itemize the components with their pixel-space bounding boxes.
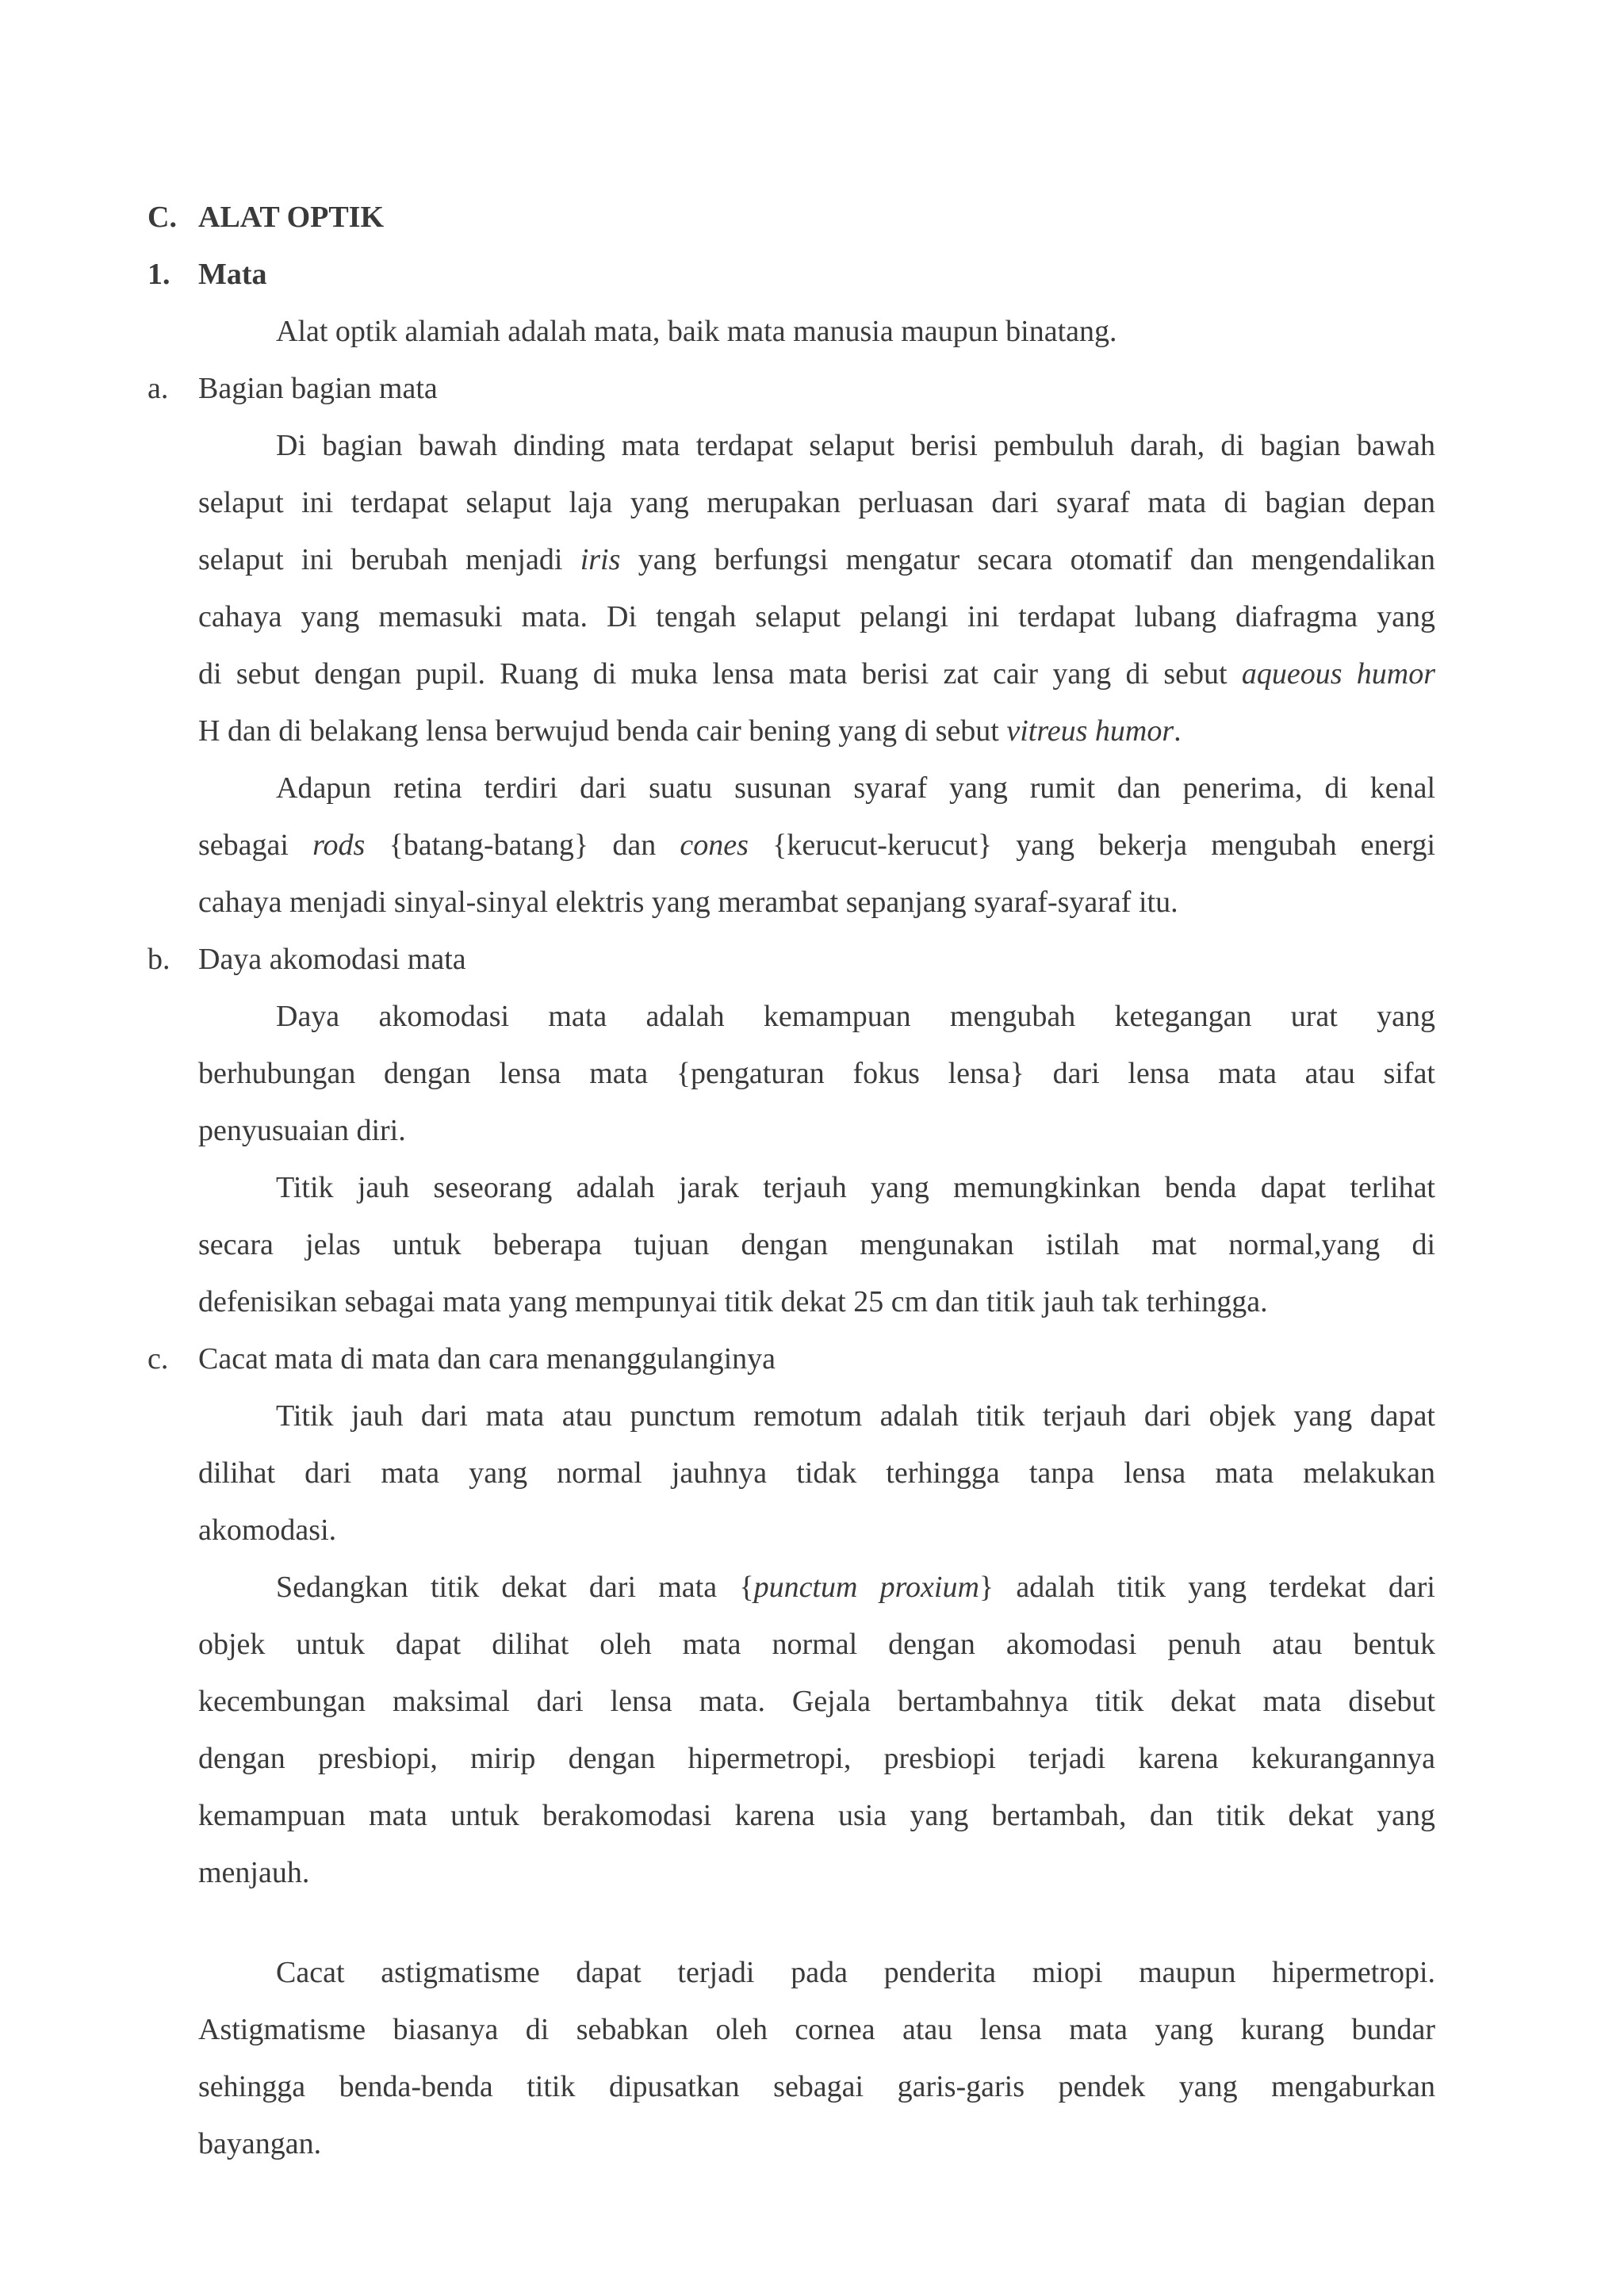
italic-term-aqueous-humor: aqueous humor [1241, 657, 1435, 691]
text-span: H dan di belakang lensa berwujud benda cair bening yang di sebut [198, 714, 1007, 748]
paragraph-line [198, 539, 1435, 580]
paragraph-line [198, 825, 1435, 866]
paragraph-line [198, 653, 1435, 695]
paragraph-line: cahaya menjadi sinyal-sinyal elektris yang merambat sepanjang syaraf-syaraf itu. [198, 886, 1178, 919]
paragraph-line: dilihat dari mata yang normal jauhnya tidak terhingga tanpa lensa mata melakukan [198, 1456, 1435, 1490]
paragraph-line: berhubungan dengan lensa mata {pengaturan fokus lensa} dari lensa mata atau sifat [198, 1057, 1435, 1090]
paragraph-line: objek untuk dapat dilihat oleh mata normal dengan akomodasi penuh atau bentuk [198, 1628, 1435, 1661]
text-span: Sedangkan titik dekat dari mata { [276, 1571, 754, 1604]
italic-term-vitreus-humor: vitreus humor [1006, 714, 1174, 748]
paragraph-line: Cacat astigmatisme dapat terjadi pada penderita miopi maupun hipermetropi. [276, 1956, 1435, 1989]
paragraph-line: penyusuaian diri. [198, 1114, 406, 1147]
paragraph-line: Astigmatisme biasanya di sebabkan oleh cornea atau lensa mata yang kurang bundar [198, 2013, 1435, 2046]
text-span: di sebut dengan pupil. Ruang di muka lensa mata berisi zat cair yang di sebut [198, 657, 1242, 691]
paragraph-line: Titik jauh seseorang adalah jarak terjauh yang memungkinkan benda dapat terlihat [276, 1171, 1435, 1204]
subsection-title: Mata [198, 258, 267, 291]
paragraph-line: akomodasi. [198, 1513, 337, 1547]
text-span: sebagai [198, 828, 313, 862]
text-span: } adalah titik yang terdekat dari [979, 1571, 1435, 1604]
section-title: ALAT OPTIK [198, 201, 385, 234]
part-c-marker: c. [147, 1342, 169, 1376]
paragraph-line: selaput ini terdapat selaput laja yang merupakan perluasan dari syaraf mata di bagian depan [198, 486, 1435, 519]
paragraph-line [198, 710, 1182, 752]
paragraph-line: kecembungan maksimal dari lensa mata. Gejala bertambahnya titik dekat mata disebut [198, 1685, 1435, 1718]
paragraph-line: defenisikan sebagai mata yang mempunyai titik dekat 25 cm dan titik jauh tak terhingga. [198, 1285, 1268, 1318]
text-span: {kerucut-kerucut} yang bekerja mengubah energi [748, 828, 1435, 862]
italic-term-iris: iris [580, 543, 621, 576]
part-a-title: Bagian bagian mata [198, 372, 438, 405]
paragraph-line: Adapun retina terdiri dari suatu susunan syaraf yang rumit dan penerima, di kenal [276, 771, 1435, 805]
paragraph-line: Titik jauh dari mata atau punctum remotum adalah titik terjauh dari objek yang dapat [276, 1399, 1435, 1433]
paragraph-line: Daya akomodasi mata adalah kemampuan mengubah ketegangan urat yang [276, 1000, 1435, 1033]
part-b-marker: b. [147, 943, 170, 976]
paragraph-line: secara jelas untuk beberapa tujuan dengan mengunakan istilah mat normal,yang di [198, 1228, 1435, 1261]
part-a-marker: a. [147, 372, 169, 405]
paragraph-line: dengan presbiopi, mirip dengan hipermetropi, presbiopi terjadi karena kekurangannya [198, 1742, 1435, 1775]
italic-term-punctum-proxium: punctum proxium [753, 1571, 979, 1604]
paragraph-line: cahaya yang memasuki mata. Di tengah selaput pelangi ini terdapat lubang diafragma yang [198, 600, 1435, 633]
text-span: selaput ini berubah menjadi [198, 543, 580, 576]
paragraph-line: kemampuan mata untuk berakomodasi karena usia yang bertambah, dan titik dekat yang [198, 1799, 1435, 1832]
text-span: {batang-batang} dan [365, 828, 680, 862]
section-marker: C. [147, 201, 177, 234]
text-span: yang berfungsi mengatur secara otomatif dan mengendalikan [620, 543, 1435, 576]
paragraph-line: menjauh. [198, 1856, 310, 1889]
paragraph-line [276, 1567, 1435, 1608]
paragraph-line: bayangan. [198, 2127, 322, 2160]
part-b-title: Daya akomodasi mata [198, 943, 466, 976]
paragraph-line: Di bagian bawah dinding mata terdapat selaput berisi pembuluh darah, di bagian bawah [276, 429, 1435, 462]
italic-term-rods: rods [312, 828, 366, 862]
italic-term-cones: cones [680, 828, 749, 862]
subsection-marker: 1. [147, 258, 170, 291]
part-c-title: Cacat mata di mata dan cara menanggulanginya [198, 1342, 776, 1376]
intro-text: Alat optik alamiah adalah mata, baik mata manusia maupun binatang. [276, 315, 1117, 348]
paragraph-line: sehingga benda-benda titik dipusatkan sebagai garis-garis pendek yang mengaburkan [198, 2070, 1435, 2103]
text-span: . [1174, 714, 1182, 748]
